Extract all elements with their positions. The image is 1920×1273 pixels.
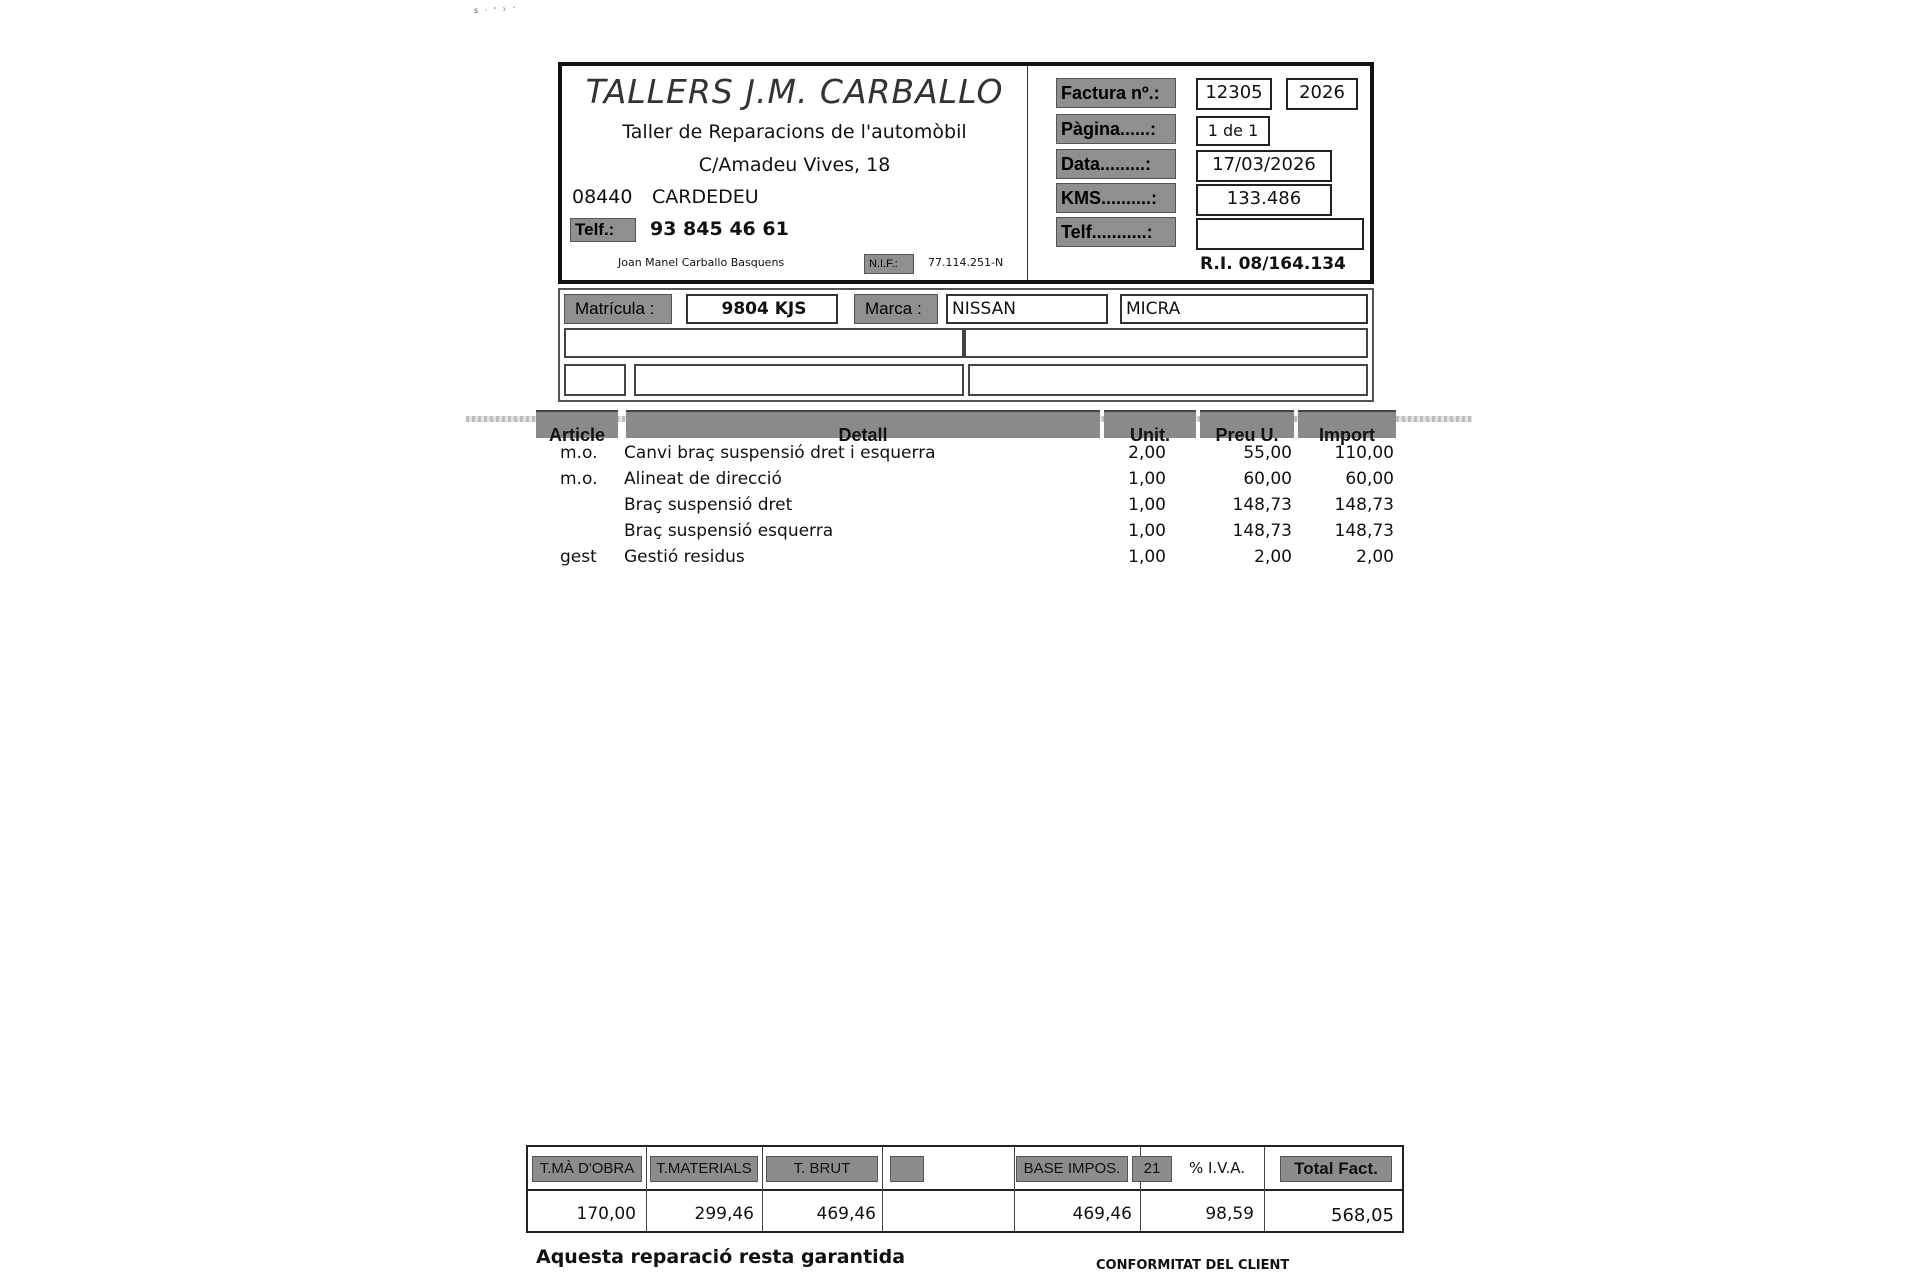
totals-column-divider: [646, 1147, 647, 1231]
client-phone-field: [1196, 218, 1364, 250]
row-units: 1,00: [1128, 495, 1166, 515]
invoice-total-label: Total Fact.: [1280, 1156, 1392, 1182]
invoice-total: 568,05: [1331, 1205, 1394, 1226]
brand-label: Marca :: [854, 294, 938, 324]
company-name: TALLERS J.M. CARBALLO: [585, 72, 1004, 111]
totals-column-divider: [762, 1147, 763, 1231]
row-detail: Alineat de direcció: [624, 469, 782, 489]
col-header-article: Article: [536, 410, 618, 438]
vehicle-blank-field: [564, 328, 964, 358]
row-amount: 60,00: [1345, 469, 1394, 489]
row-units: 1,00: [1128, 547, 1166, 567]
row-amount: 148,73: [1334, 495, 1394, 515]
row-price: 148,73: [1232, 495, 1292, 515]
plate-label: Matrícula :: [564, 294, 672, 324]
invoice-date: 17/03/2026: [1196, 150, 1332, 182]
col-header-detail: Detall: [626, 410, 1100, 438]
row-article: m.o.: [560, 443, 598, 463]
tax-base: 469,46: [1072, 1204, 1132, 1224]
row-units: 2,00: [1128, 443, 1166, 463]
row-amount: 2,00: [1356, 547, 1394, 567]
header-divider: [1027, 66, 1028, 280]
ri-number: R.I. 08/164.134: [1200, 254, 1346, 274]
vehicle-blank-field: [634, 364, 964, 396]
totals-column-divider: [1014, 1147, 1015, 1231]
phone-label: Telf.:: [570, 218, 636, 242]
page-number: 1 de 1: [1196, 116, 1270, 146]
page-label: Pàgina......:: [1056, 114, 1176, 144]
scan-specks: s · ' ¹ `: [474, 6, 519, 15]
row-article: [560, 492, 620, 518]
kms-label: KMS..........:: [1056, 183, 1176, 213]
vehicle-info: [558, 288, 1374, 402]
row-article: gest: [560, 547, 597, 567]
client-phone-label: Telf...........:: [1056, 217, 1176, 247]
totals-divider: [528, 1189, 1402, 1191]
tax-base-label: BASE IMPOS.: [1016, 1156, 1128, 1182]
row-price: 60,00: [1243, 469, 1292, 489]
blank-gray-cell: [890, 1156, 924, 1182]
row-article: m.o.: [560, 469, 598, 489]
row-article: [560, 518, 620, 544]
model-value: MICRA: [1120, 294, 1368, 324]
vehicle-blank-field: [564, 364, 626, 396]
row-amount: 148,73: [1334, 521, 1394, 541]
row-price: 148,73: [1232, 521, 1292, 541]
col-header-units: Unit.: [1104, 410, 1196, 438]
row-price: 2,00: [1254, 547, 1292, 567]
vat-label: % I.V.A.: [1178, 1156, 1256, 1182]
nif-label: N.I.F.:: [864, 254, 914, 274]
totals-column-divider: [1264, 1147, 1265, 1231]
row-detail: Braç suspensió esquerra: [624, 521, 834, 541]
invoice-year: 2026: [1286, 78, 1358, 110]
row-units: 1,00: [1128, 521, 1166, 541]
company-address: C/Amadeu Vives, 18: [698, 154, 891, 176]
nif-value: 77.114.251-N: [928, 256, 1004, 269]
brand-value: NISSAN: [946, 294, 1108, 324]
postal-code: 08440: [572, 186, 633, 208]
guarantee-note: Aquesta reparació resta garantida: [536, 1246, 906, 1268]
owner-name: Joan Manel Carballo Basquens: [618, 256, 785, 269]
row-units: 1,00: [1128, 469, 1166, 489]
vat-amount: 98,59: [1205, 1204, 1254, 1224]
materials-total-label: T.MATERIALS: [650, 1156, 758, 1182]
col-header-amount: Import: [1298, 410, 1396, 438]
company-subtitle: Taller de Reparacions de l'automòbil: [622, 121, 967, 143]
row-detail: Canvi braç suspensió dret i esquerra: [624, 443, 936, 463]
client-conformity: CONFORMITAT DEL CLIENT: [1096, 1258, 1290, 1273]
vehicle-blank-field: [964, 328, 1368, 358]
totals-box: [526, 1145, 1404, 1233]
invoice-number: 12305: [1196, 78, 1272, 110]
kms-value: 133.486: [1196, 184, 1332, 216]
row-detail: Braç suspensió dret: [624, 495, 793, 515]
labour-total: 170,00: [576, 1204, 636, 1224]
row-price: 55,00: [1243, 443, 1292, 463]
invoice-header: [558, 62, 1374, 284]
materials-total: 299,46: [694, 1204, 754, 1224]
date-label: Data.........:: [1056, 149, 1176, 179]
invoice-number-label: Factura nº.:: [1056, 78, 1176, 108]
row-amount: 110,00: [1334, 443, 1394, 463]
plate-value: 9804 KJS: [686, 294, 838, 324]
row-detail: Gestió residus: [624, 547, 745, 567]
gross-total-label: T. BRUT: [766, 1156, 878, 1182]
vehicle-blank-field: [968, 364, 1368, 396]
company-phone: 93 845 46 61: [650, 218, 789, 240]
vat-rate: 21: [1132, 1156, 1172, 1182]
labour-total-label: T.MÀ D'OBRA: [532, 1156, 642, 1182]
gross-total: 469,46: [816, 1204, 876, 1224]
totals-column-divider: [882, 1147, 883, 1231]
col-header-price: Preu U.: [1200, 410, 1294, 438]
city: CARDEDEU: [652, 186, 759, 208]
